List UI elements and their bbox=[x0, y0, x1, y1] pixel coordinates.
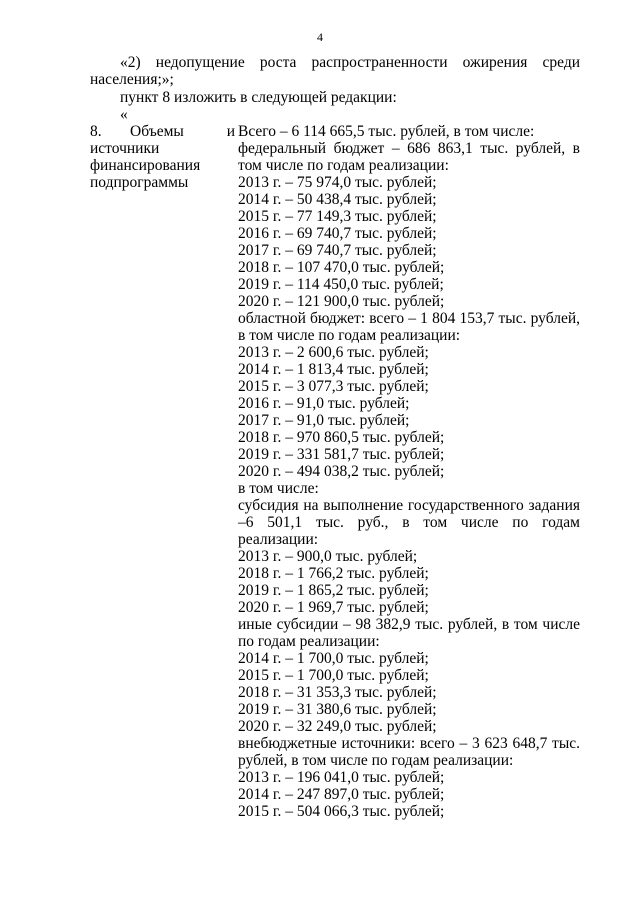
right-line: 2019 г. – 331 581,7 тыс. рублей; bbox=[238, 446, 445, 463]
right-line: областной бюджет: всего – 1 804 153,7 тыс. рублей, bbox=[238, 310, 580, 327]
right-line: внебюджетные источники: всего – 3 623 648,7 тыс. bbox=[238, 735, 580, 752]
right-line: 2019 г. – 114 450,0 тыс. рублей; bbox=[238, 276, 444, 293]
right-line: по годам реализации: bbox=[238, 633, 380, 650]
right-line: том числе по годам реализации: bbox=[238, 157, 449, 174]
right-line: Всего – 6 114 665,5 тыс. рублей, в том числе: bbox=[238, 123, 535, 140]
right-line: федеральный бюджет – 686 863,1 тыс. рублей, в bbox=[238, 140, 580, 157]
right-line: 2015 г. – 3 077,3 тыс. рублей; bbox=[238, 378, 429, 395]
right-line: 2020 г. – 121 900,0 тыс. рублей; bbox=[238, 293, 445, 310]
item-number: 8. bbox=[90, 123, 102, 140]
right-line: 2014 г. – 1 700,0 тыс. рублей; bbox=[238, 650, 429, 667]
right-line: 2020 г. – 32 249,0 тыс. рублей; bbox=[238, 718, 437, 735]
right-line: 2013 г. – 75 974,0 тыс. рублей; bbox=[238, 174, 437, 191]
right-line: 2013 г. – 2 600,6 тыс. рублей; bbox=[238, 344, 429, 361]
right-line: 2014 г. – 247 897,0 тыс. рублей; bbox=[238, 786, 445, 803]
right-line: 2017 г. – 91,0 тыс. рублей; bbox=[238, 412, 410, 429]
right-line: –6 501,1 тыс. руб., в том числе по годам bbox=[238, 514, 580, 531]
right-line: 2019 г. – 31 380,6 тыс. рублей; bbox=[238, 701, 437, 718]
right-line: в том числе: bbox=[238, 480, 319, 497]
right-line: иные субсидии – 98 382,9 тыс. рублей, в том числе bbox=[238, 616, 580, 633]
left-row-1 bbox=[90, 123, 235, 140]
right-line: 2015 г. – 504 066,3 тыс. рублей; bbox=[238, 803, 445, 820]
right-line: 2020 г. – 1 969,7 тыс. рублей; bbox=[238, 599, 429, 616]
page-number: 4 bbox=[317, 30, 323, 44]
right-line: 2015 г. – 1 700,0 тыс. рублей; bbox=[238, 667, 429, 684]
right-line: 2018 г. – 31 353,3 тыс. рублей; bbox=[238, 684, 437, 701]
right-line: 2019 г. – 1 865,2 тыс. рублей; bbox=[238, 582, 429, 599]
left-line-4: подпрограммы bbox=[90, 174, 189, 191]
right-line: 2014 г. – 50 438,4 тыс. рублей; bbox=[238, 191, 437, 208]
left-conjunction: и bbox=[226, 123, 235, 140]
right-line: 2018 г. – 970 860,5 тыс. рублей; bbox=[238, 429, 445, 446]
right-line: 2015 г. – 77 149,3 тыс. рублей; bbox=[238, 208, 437, 225]
right-line: субсидия на выполнение государственного задания bbox=[238, 497, 580, 514]
right-line: рублей, в том числе по годам реализации: bbox=[238, 752, 514, 769]
right-line: 2013 г. – 196 041,0 тыс. рублей; bbox=[238, 769, 445, 786]
right-line: 2013 г. – 900,0 тыс. рублей; bbox=[238, 548, 418, 565]
right-line: 2016 г. – 91,0 тыс. рублей; bbox=[238, 395, 410, 412]
intro-line-1: «2) недопущение роста распространенности ожирения среди bbox=[120, 54, 580, 71]
right-line: 2014 г. – 1 813,4 тыс. рублей; bbox=[238, 361, 429, 378]
right-line: реализации: bbox=[238, 531, 319, 548]
intro-line-4: « bbox=[120, 106, 128, 123]
table-right-column bbox=[238, 123, 580, 820]
intro-line-3: пункт 8 изложить в следующей редакции: bbox=[120, 89, 397, 106]
right-line: 2018 г. – 1 766,2 тыс. рублей; bbox=[238, 565, 429, 582]
left-line-3: финансирования bbox=[90, 157, 201, 174]
right-line: 2016 г. – 69 740,7 тыс. рублей; bbox=[238, 225, 437, 242]
right-line: 2018 г. – 107 470,0 тыс. рублей; bbox=[238, 259, 445, 276]
right-line: 2020 г. – 494 038,2 тыс. рублей; bbox=[238, 463, 445, 480]
left-line-2: источники bbox=[90, 140, 160, 157]
right-line: в том числе по годам реализации: bbox=[238, 327, 461, 344]
intro-line-2: населения;»; bbox=[90, 71, 174, 88]
table-left-column bbox=[90, 123, 235, 191]
right-line: 2017 г. – 69 740,7 тыс. рублей; bbox=[238, 242, 437, 259]
left-word-1: Объемы bbox=[130, 123, 184, 140]
